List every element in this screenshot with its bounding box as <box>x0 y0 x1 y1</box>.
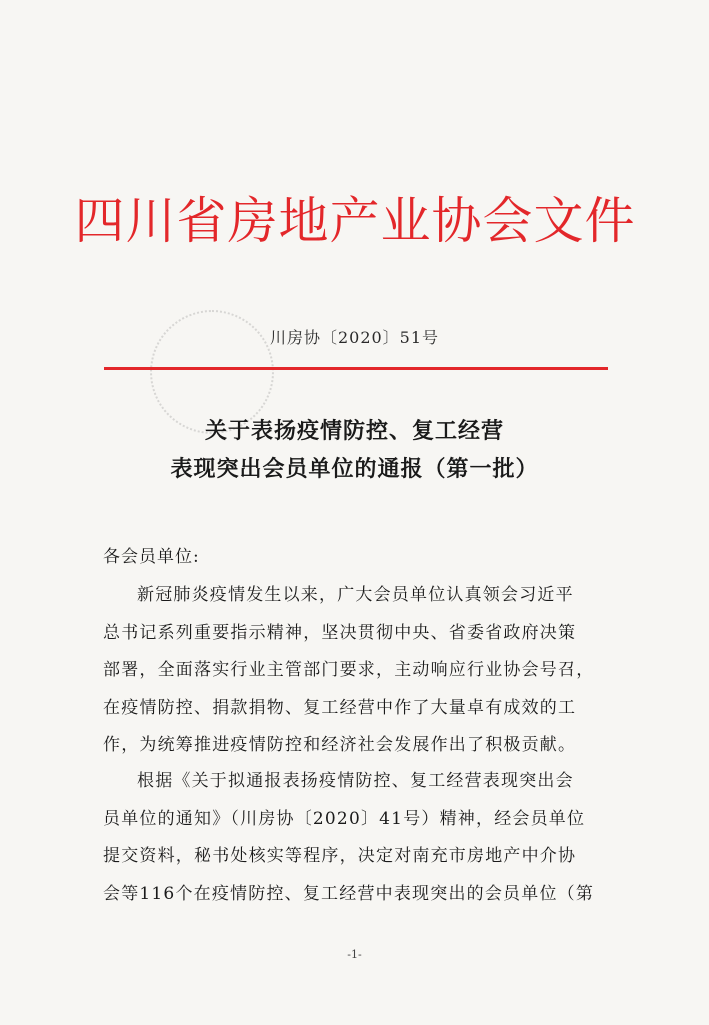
document-title <box>0 412 709 488</box>
paragraph-1 <box>103 577 605 765</box>
paragraph-2 <box>103 763 605 913</box>
page-number: -1- <box>347 948 362 961</box>
document-title-line-2: 表现突出会员单位的通报（第一批） <box>170 456 539 482</box>
paragraph-line: 根据《关于拟通报表扬疫情防控、复工经营表现突出会 <box>137 771 574 791</box>
document-number: 川房协〔2020〕51号 <box>269 328 440 347</box>
paragraph-line: 在疫情防控、捐款捐物、复工经营中作了大量卓有成效的工 <box>103 697 577 718</box>
paragraph-line: 新冠肺炎疫情发生以来，广大会员单位认真领会习近平 <box>137 585 574 605</box>
document-title-line-1: 关于表扬疫情防控、复工经营 <box>204 418 504 444</box>
document-header-title: 四川省房地产业协会文件 <box>74 192 636 250</box>
red-separator-line <box>104 367 608 370</box>
salutation: 各会员单位: <box>103 547 200 567</box>
paragraph-line: 员单位的通知》（川房协〔2020〕41号）精神，经会员单位 <box>103 808 586 829</box>
paragraph-line: 总书记系列重要指示精神，坚决贯彻中央、省委省政府决策 <box>103 622 577 643</box>
paragraph-line: 提交资料，秘书处核实等程序，决定对南充市房地产中介协 <box>103 846 577 866</box>
paragraph-line: 作，为统筹推进疫情防控和经济社会发展作出了积极贡献。 <box>103 735 577 755</box>
paragraph-line: 会等116个在疫情防控、复工经营中表现突出的会员单位（第 <box>103 883 595 904</box>
paragraph-line: 部署，全面落实行业主管部门要求，主动响应行业协会号召， <box>103 660 595 680</box>
